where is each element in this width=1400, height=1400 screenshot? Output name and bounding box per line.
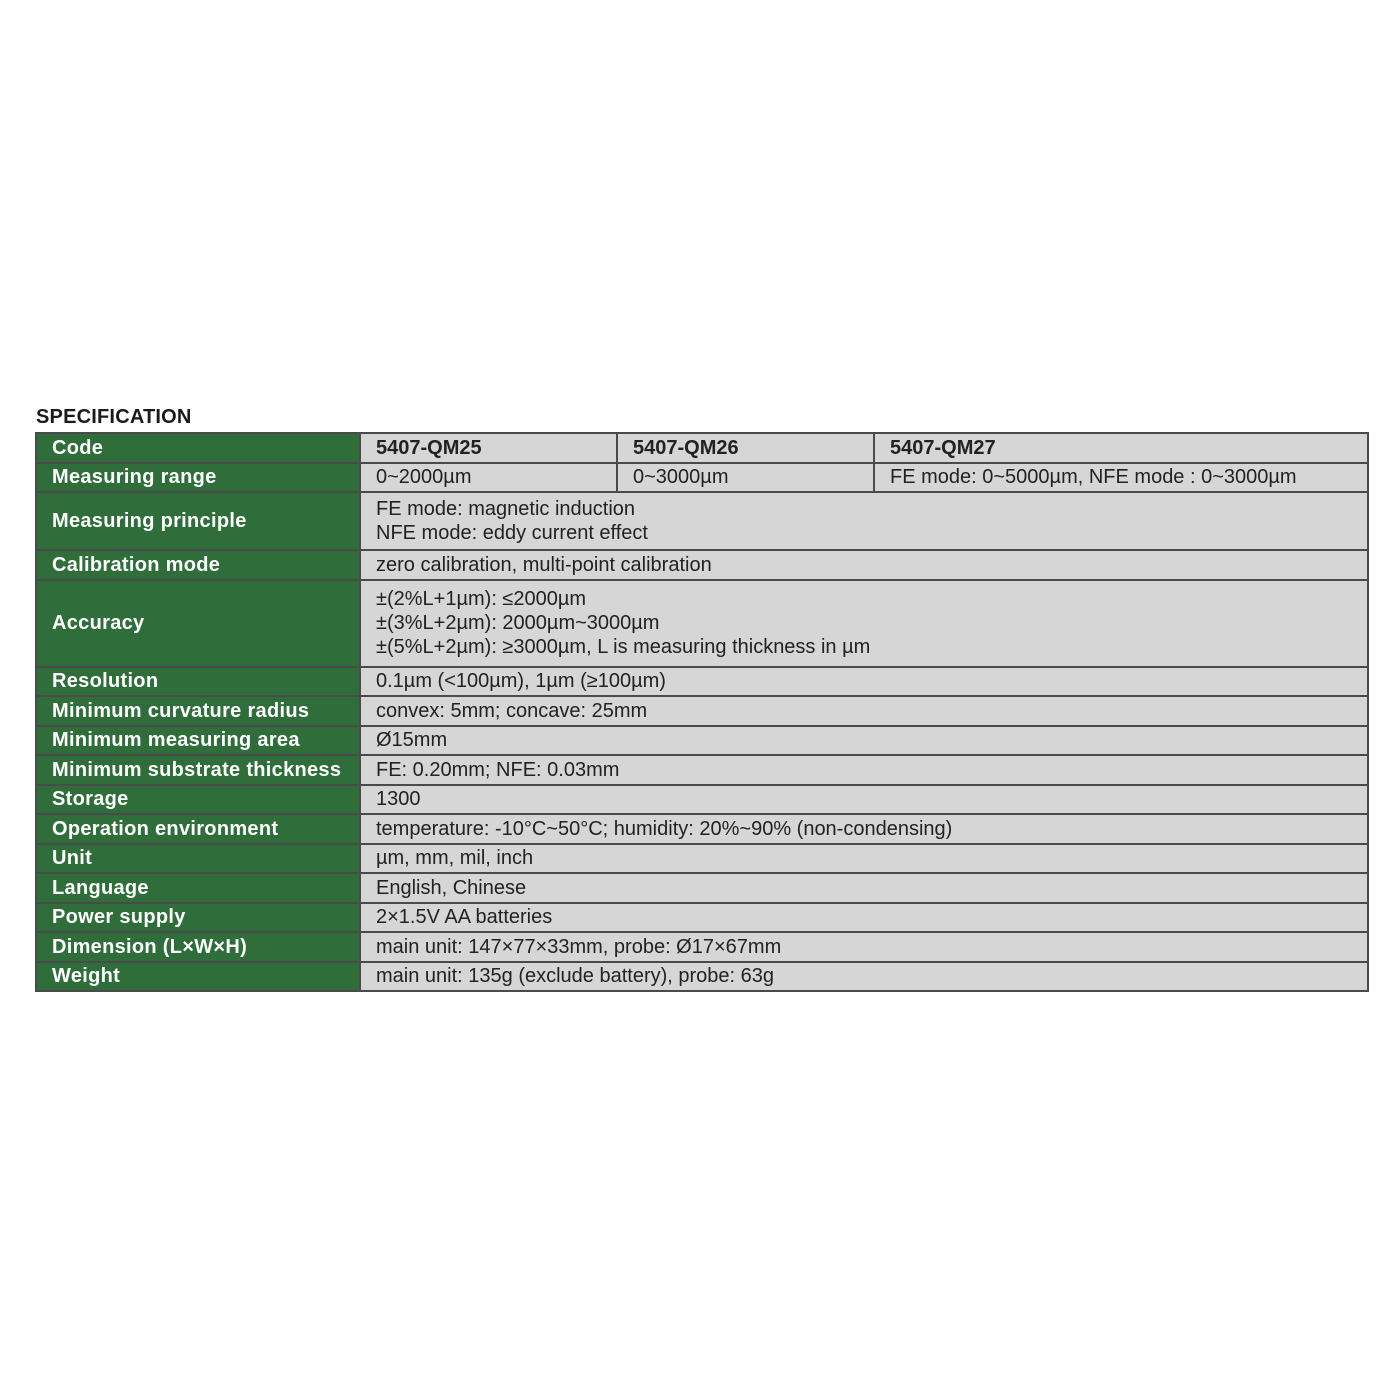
range-cell: 0~3000µm xyxy=(617,463,874,493)
row-label: Minimum substrate thickness xyxy=(36,755,360,785)
model-code-cell: 5407-QM27 xyxy=(874,433,1368,463)
value-line: ±(2%L+1µm): ≤2000µm xyxy=(376,588,587,610)
table-row-measuring-principle xyxy=(36,492,1368,550)
row-label: Measuring range xyxy=(36,463,360,493)
table-row xyxy=(36,814,1368,844)
row-label: Storage xyxy=(36,785,360,815)
table-row-accuracy xyxy=(36,580,1368,667)
row-value: Ø15mm xyxy=(360,726,1368,756)
row-value: main unit: 147×77×33mm, probe: Ø17×67mm xyxy=(360,932,1368,962)
table-row-code xyxy=(36,433,1368,463)
row-value: FE: 0.20mm; NFE: 0.03mm xyxy=(360,755,1368,785)
table-row xyxy=(36,667,1368,697)
range-cell: FE mode: 0~5000µm, NFE mode : 0~3000µm xyxy=(874,463,1368,493)
row-label: Language xyxy=(36,873,360,903)
row-value: 0.1µm (<100µm), 1µm (≥100µm) xyxy=(360,667,1368,697)
value-line: NFE mode: eddy current effect xyxy=(376,522,648,544)
page-title: SPECIFICATION xyxy=(36,406,192,428)
row-label: Power supply xyxy=(36,903,360,933)
table-row xyxy=(36,903,1368,933)
row-value xyxy=(360,492,1368,550)
row-label: Calibration mode xyxy=(36,550,360,580)
row-value xyxy=(360,580,1368,667)
table-row xyxy=(36,932,1368,962)
table-row xyxy=(36,873,1368,903)
table-row xyxy=(36,962,1368,992)
row-label: Operation environment xyxy=(36,814,360,844)
table-row xyxy=(36,785,1368,815)
value-line: FE mode: magnetic induction xyxy=(376,498,636,520)
table-row xyxy=(36,844,1368,874)
row-value: zero calibration, multi-point calibration xyxy=(360,550,1368,580)
model-code-cell: 5407-QM25 xyxy=(360,433,617,463)
row-label: Minimum curvature radius xyxy=(36,696,360,726)
table-row xyxy=(36,696,1368,726)
row-label: Measuring principle xyxy=(36,492,360,550)
row-label: Code xyxy=(36,433,360,463)
row-value: English, Chinese xyxy=(360,873,1368,903)
row-label: Accuracy xyxy=(36,580,360,667)
row-label: Resolution xyxy=(36,667,360,697)
row-value: µm, mm, mil, inch xyxy=(360,844,1368,874)
table-row-calibration-mode xyxy=(36,550,1368,580)
row-value: convex: 5mm; concave: 25mm xyxy=(360,696,1368,726)
model-code-cell: 5407-QM26 xyxy=(617,433,874,463)
row-label: Unit xyxy=(36,844,360,874)
table-row-measuring-range xyxy=(36,463,1368,493)
value-line: ±(3%L+2µm): 2000µm~3000µm xyxy=(376,612,660,634)
row-label: Minimum measuring area xyxy=(36,726,360,756)
row-value: 1300 xyxy=(360,785,1368,815)
row-label: Weight xyxy=(36,962,360,992)
table-row xyxy=(36,726,1368,756)
specification-table xyxy=(35,432,1369,992)
table-row xyxy=(36,755,1368,785)
value-line: ±(5%L+2µm): ≥3000µm, L is measuring thickness in µm xyxy=(376,636,871,658)
row-value: main unit: 135g (exclude battery), probe: 63g xyxy=(360,962,1368,992)
range-cell: 0~2000µm xyxy=(360,463,617,493)
row-label: Dimension (L×W×H) xyxy=(36,932,360,962)
row-value: temperature: -10°C~50°C; humidity: 20%~90% (non-condensing) xyxy=(360,814,1368,844)
row-value: 2×1.5V AA batteries xyxy=(360,903,1368,933)
